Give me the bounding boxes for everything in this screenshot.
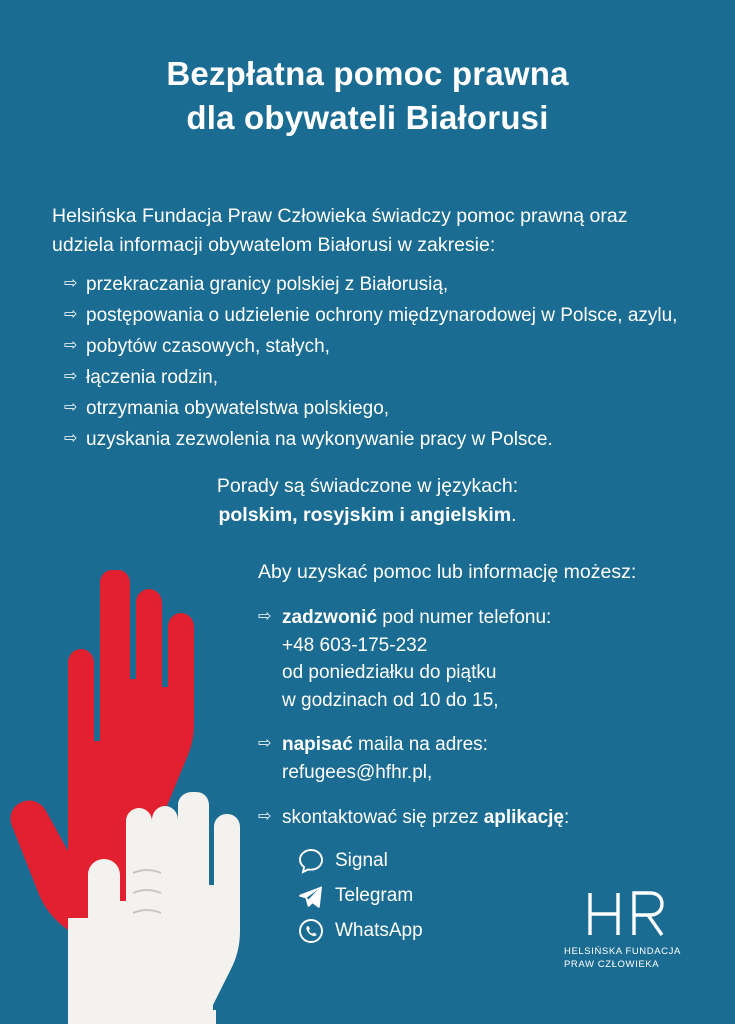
phone-number[interactable]: +48 603-175-232 <box>282 634 428 656</box>
contact-apps-body <box>282 804 708 832</box>
logo-text-line-2: PRAW CZŁOWIEKA <box>564 959 660 971</box>
phone-hours: w godzinach od 10 do 15, <box>282 689 499 711</box>
hr-monogram-icon <box>582 889 670 939</box>
contact-lead: Aby uzyskać pomoc lub informację możesz: <box>258 561 637 583</box>
organization-logo <box>558 889 693 972</box>
contact-item-email <box>258 731 708 786</box>
red-hand-arm-shape <box>68 918 164 1024</box>
contact-apps-rest: : <box>563 806 570 828</box>
contact-email-action: napisać <box>282 734 353 756</box>
arrow-right-icon: ⇨ <box>64 429 78 447</box>
list-item-label: przekraczania granicy polskiej z Białorusią, <box>86 274 449 295</box>
app-label-telegram: Telegram <box>335 885 414 907</box>
services-list <box>64 272 724 458</box>
list-item <box>64 272 724 299</box>
contact-item-phone <box>258 604 708 714</box>
languages-period: . <box>511 504 517 527</box>
list-item-label: otrzymania obywatelstwa polskiego, <box>86 397 390 419</box>
page-title-line-2: dla obywateli Białorusi <box>186 98 549 136</box>
contact-apps-action: aplikację <box>483 806 564 828</box>
contact-phone-rest: pod numer telefonu: <box>377 607 552 629</box>
telegram-icon <box>298 883 324 909</box>
languages-lead: Porady są świadczone w językach: <box>216 475 519 497</box>
contact-email-body <box>282 731 708 786</box>
arrow-right-icon: ⇨ <box>64 367 78 385</box>
languages-list: polskim, rosyjskim i angielskim <box>218 504 512 527</box>
contact-phone-body <box>282 604 708 714</box>
app-item-signal[interactable] <box>298 848 708 874</box>
languages-note <box>0 472 735 531</box>
arrow-right-icon: ⇨ <box>64 336 78 354</box>
list-item <box>64 334 724 361</box>
phone-days: od poniedziałku do piątku <box>282 662 497 684</box>
arrow-right-icon: ⇨ <box>64 398 78 416</box>
arrow-right-icon: ⇨ <box>64 275 78 292</box>
list-item-label: postępowania o udzielenie ochrony międzynarodowej w Polsce, azylu, <box>86 304 678 326</box>
whatsapp-icon <box>298 918 324 944</box>
list-item <box>64 427 724 454</box>
list-item <box>64 303 724 330</box>
arrow-right-icon: ⇨ <box>258 807 272 825</box>
signal-icon <box>298 848 324 874</box>
page-title <box>0 52 735 139</box>
contact-apps-pre: skontaktować się przez <box>282 806 484 828</box>
arrow-right-icon: ⇨ <box>258 608 272 626</box>
contact-item-apps <box>258 804 708 832</box>
arrow-right-icon: ⇨ <box>64 305 78 323</box>
list-item-label: uzyskania zezwolenia na wykonywanie pracy w Polsce. <box>86 428 553 450</box>
hands-illustration <box>0 524 265 1024</box>
app-label-whatsapp: WhatsApp <box>335 920 423 942</box>
app-label-signal: Signal <box>335 850 388 872</box>
list-item <box>64 365 724 392</box>
logo-text-line-1: HELSIŃSKA FUNDACJA <box>564 946 681 958</box>
list-item-label: łączenia rodzin, <box>86 366 219 388</box>
logo-text <box>558 946 693 972</box>
contact-email-rest: maila na adres: <box>352 734 488 756</box>
intro-paragraph: Helsińska Fundacja Praw Człowieka świadczy pomoc prawną oraz udziela informacji obywatelom Białorusi w zakresie: <box>52 204 628 256</box>
contact-phone-action: zadzwonić <box>282 607 378 629</box>
page-title-line-1: Bezpłatna pomoc prawna <box>166 55 569 92</box>
list-item-label: pobytów czasowych, stałych, <box>86 335 330 357</box>
email-address[interactable]: refugees@hfhr.pl, <box>282 762 433 783</box>
list-item <box>64 396 724 423</box>
arrow-right-icon: ⇨ <box>258 735 272 753</box>
